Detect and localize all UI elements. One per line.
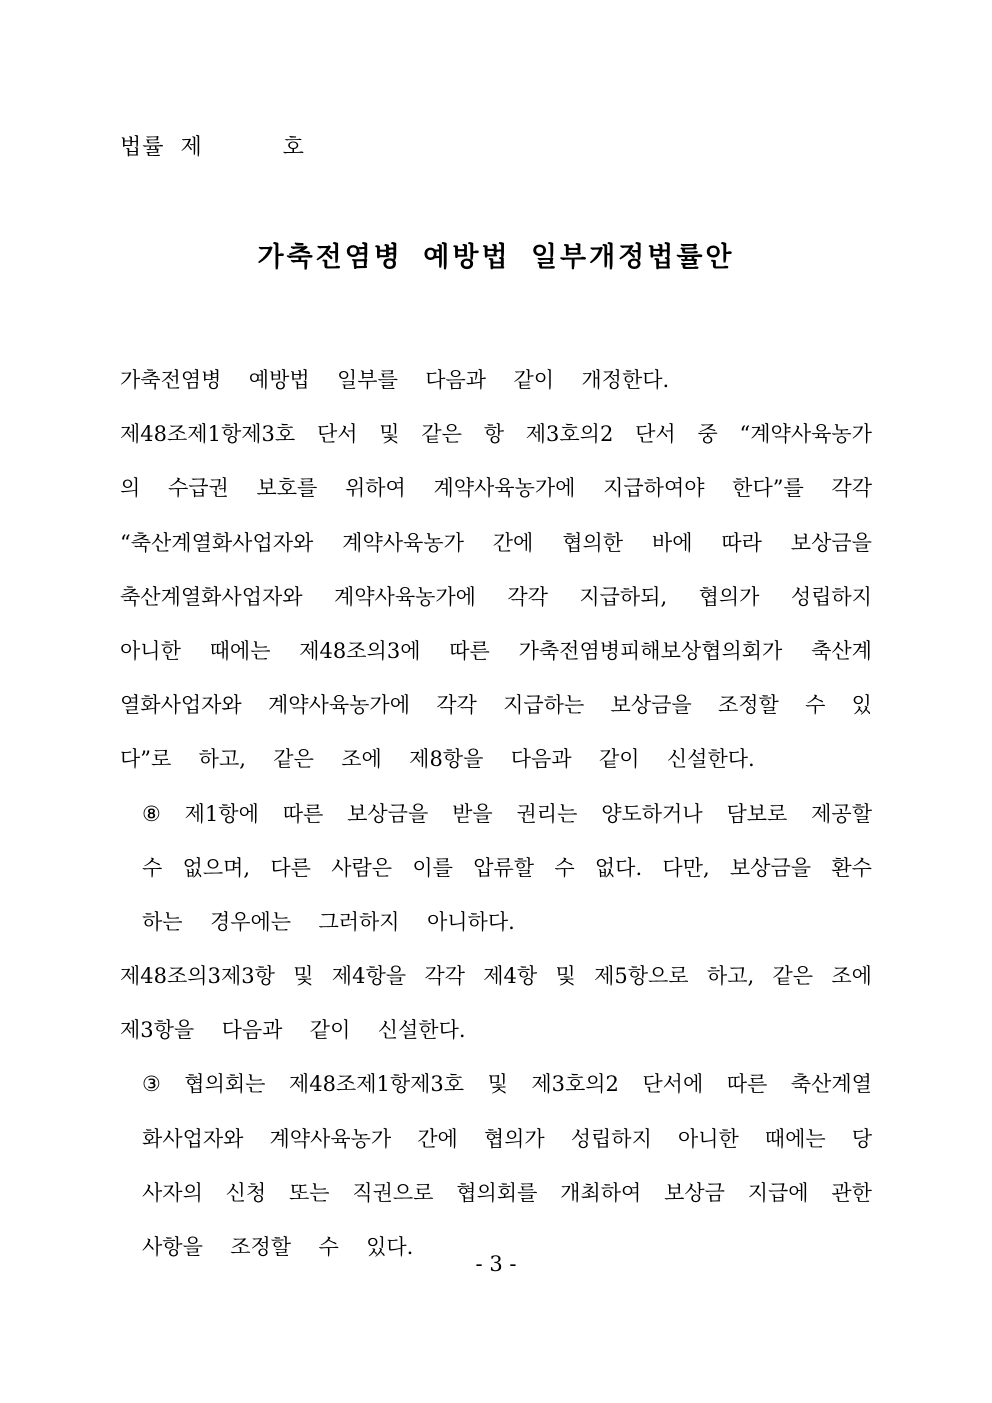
body-word: 협의가	[698, 584, 760, 609]
body-word: 사항을	[142, 1235, 203, 1259]
body-word: 당	[851, 1126, 872, 1151]
body-word: 각각	[831, 476, 872, 501]
body-word: 보상금을	[729, 855, 812, 880]
body-word: 제3항을	[120, 1018, 195, 1043]
body-line	[120, 1112, 872, 1166]
body-word: 바에	[651, 530, 693, 555]
body-word: 제3호의2	[531, 1072, 619, 1097]
body-word: 신설한다.	[377, 1018, 466, 1043]
body-word: 제48조제1항제3호	[120, 422, 296, 447]
body-word: 지급하되,	[579, 584, 668, 609]
body-word: 축산계	[811, 638, 872, 663]
body-word: 양도하거나	[601, 801, 703, 826]
body-word: 지급에	[747, 1180, 809, 1205]
body-word: 다음과	[425, 368, 487, 392]
body-line	[120, 516, 872, 570]
body-line	[120, 461, 872, 515]
body-word: 관한	[831, 1180, 872, 1205]
body-word: 아니한	[120, 638, 181, 663]
body-word: 있	[851, 693, 872, 718]
body-word: 계약사육농가	[342, 530, 464, 555]
body-word: 수급권	[167, 476, 229, 501]
body-word: 담보로	[726, 801, 788, 826]
body-word: 단서	[316, 422, 358, 447]
body-word: 제48조의3제3항	[120, 964, 275, 989]
body-line	[120, 353, 872, 407]
page-number: - 3 -	[475, 1252, 517, 1276]
body-word: 축산계열화사업자와	[120, 584, 303, 609]
body-word: 직권으로	[352, 1180, 434, 1205]
body-word: 다른	[270, 855, 311, 880]
body-word: 제4항	[483, 964, 538, 989]
body-word: 지급하여야	[603, 476, 705, 501]
body-word: 항	[483, 422, 504, 447]
body-line	[120, 1003, 872, 1057]
body-word: 제3호의2	[525, 422, 614, 447]
body-word: 개정한다.	[581, 368, 670, 392]
body-word: 따라	[721, 530, 762, 555]
body-word: 지급하는	[503, 693, 585, 718]
body-word: 협의한	[562, 530, 624, 555]
body-word: 아니하다.	[426, 909, 515, 934]
body-word: 제48조제1항제3호	[288, 1072, 465, 1097]
body-word: 다음과	[221, 1018, 283, 1043]
body-line	[120, 407, 872, 461]
body-word: 계약사육농가에	[267, 693, 410, 718]
body-word: 때에는	[209, 638, 271, 663]
body-word: 단서에	[642, 1072, 704, 1097]
body-word: 각각	[507, 584, 548, 609]
body-word: 수	[318, 1235, 339, 1259]
body-word: 따른	[449, 638, 490, 663]
body-word: 조정할	[230, 1235, 292, 1259]
body-word: 따른	[282, 801, 324, 826]
body-word: 보상금을	[347, 801, 429, 826]
body-word: 수	[805, 693, 826, 718]
body-word: 제8항을	[409, 747, 484, 772]
body-word: 계약사육농가	[269, 1126, 392, 1151]
body-word: 따른	[726, 1072, 768, 1097]
body-word: 받을	[452, 801, 493, 826]
body-word: 조정할	[717, 693, 779, 718]
body-word: 계약사육농가에	[433, 476, 576, 501]
body-word: 같이	[598, 747, 640, 772]
body-word: 이를	[412, 855, 453, 880]
body-word: 및	[293, 964, 314, 989]
body-word: 제1항에	[184, 801, 259, 826]
body-word: 수	[142, 855, 163, 880]
body-word: 및	[555, 964, 576, 989]
body-word: 및	[487, 1072, 508, 1097]
document-title: 가축전염병 예방법 일부개정법률안	[257, 242, 735, 273]
body-line	[120, 678, 872, 732]
body-word: 같이	[309, 1018, 351, 1043]
body-word: 단서	[635, 422, 676, 447]
body-word: “축산계열화사업자와	[120, 530, 314, 555]
body-word: 열화사업자와	[120, 693, 242, 718]
body-word: 및	[379, 422, 400, 447]
body-word: 일부를	[337, 368, 398, 392]
body-word: 각각	[436, 693, 477, 718]
body-word: 하고,	[198, 747, 246, 772]
body-word: 가축전염병	[120, 368, 222, 392]
body-word: 가축전염병피해보상협의회가	[518, 638, 783, 663]
body-word: 하는	[142, 909, 183, 934]
body-word: 같이	[513, 368, 555, 392]
body-word: 축산계열	[790, 1072, 872, 1097]
body-word: 각각	[424, 964, 465, 989]
body-word: 제5항으로	[594, 964, 689, 989]
body-word: 보호를	[256, 476, 318, 501]
body-word: 화사업자와	[142, 1126, 244, 1151]
body-line	[120, 1057, 872, 1111]
body-line	[120, 624, 872, 678]
body-word: 보상금을	[610, 693, 692, 718]
body-line	[120, 1166, 872, 1220]
body-line	[120, 570, 872, 624]
body-line	[120, 895, 872, 949]
body-word: 압류할	[473, 855, 535, 880]
body-word: 보상금	[664, 1180, 725, 1205]
body-word: 협의회를	[456, 1180, 538, 1205]
body-word: 중	[697, 422, 718, 447]
body-word: 사자의	[142, 1180, 203, 1205]
law-number-label: 법률 제 호	[120, 135, 305, 160]
body-word: 간에	[492, 530, 534, 555]
body-word: ⑧	[142, 801, 161, 826]
body-word: “계약사육농가	[739, 422, 872, 447]
body-word: 같은	[273, 747, 314, 772]
body-word: 또는	[288, 1180, 330, 1205]
body-word: 조에	[341, 747, 382, 772]
body-word: 협의회는	[184, 1072, 266, 1097]
body-word: 환수	[831, 855, 872, 880]
document-body	[120, 353, 872, 1274]
body-word: 신설한다.	[666, 747, 755, 772]
body-word: 있다.	[366, 1235, 414, 1259]
body-word: 같은	[772, 964, 814, 989]
body-word: 위하여	[344, 476, 406, 501]
body-word: 조에	[831, 964, 872, 989]
body-word: 한다”를	[732, 476, 804, 501]
body-word: 다만,	[662, 855, 710, 880]
body-word: 경우에는	[209, 909, 292, 934]
body-word: 없다.	[594, 855, 643, 880]
body-word: 없으며,	[182, 855, 251, 880]
body-word: 예방법	[248, 368, 310, 392]
body-word: 수	[554, 855, 575, 880]
body-word: 협의가	[483, 1126, 545, 1151]
body-word: 성립하지	[790, 584, 872, 609]
body-word: 간에	[417, 1126, 458, 1151]
body-word: 때에는	[764, 1126, 826, 1151]
body-line	[120, 732, 872, 786]
body-line	[120, 949, 872, 1003]
body-word: 보상금을	[790, 530, 872, 555]
body-word: 권리는	[516, 801, 578, 826]
body-word: 하고,	[706, 964, 755, 989]
body-word: 제공할	[811, 801, 872, 826]
body-word: 그러하지	[318, 909, 400, 934]
body-line	[120, 841, 872, 895]
body-word: 다음과	[510, 747, 572, 772]
body-word: 같은	[421, 422, 462, 447]
body-word: 제4항을	[331, 964, 407, 989]
body-word: 신청	[225, 1180, 267, 1205]
body-word: 개최하여	[560, 1180, 642, 1205]
body-word: 성립하지	[570, 1126, 652, 1151]
body-word: ③	[142, 1072, 161, 1097]
body-word: 제48조의3에	[299, 638, 421, 663]
body-line	[120, 787, 872, 841]
body-word: 아니한	[677, 1126, 739, 1151]
body-word: 의	[120, 476, 141, 501]
body-word: 계약사육농가에	[333, 584, 476, 609]
body-word: 사람은	[331, 855, 393, 880]
body-word: 다”로	[120, 747, 172, 772]
